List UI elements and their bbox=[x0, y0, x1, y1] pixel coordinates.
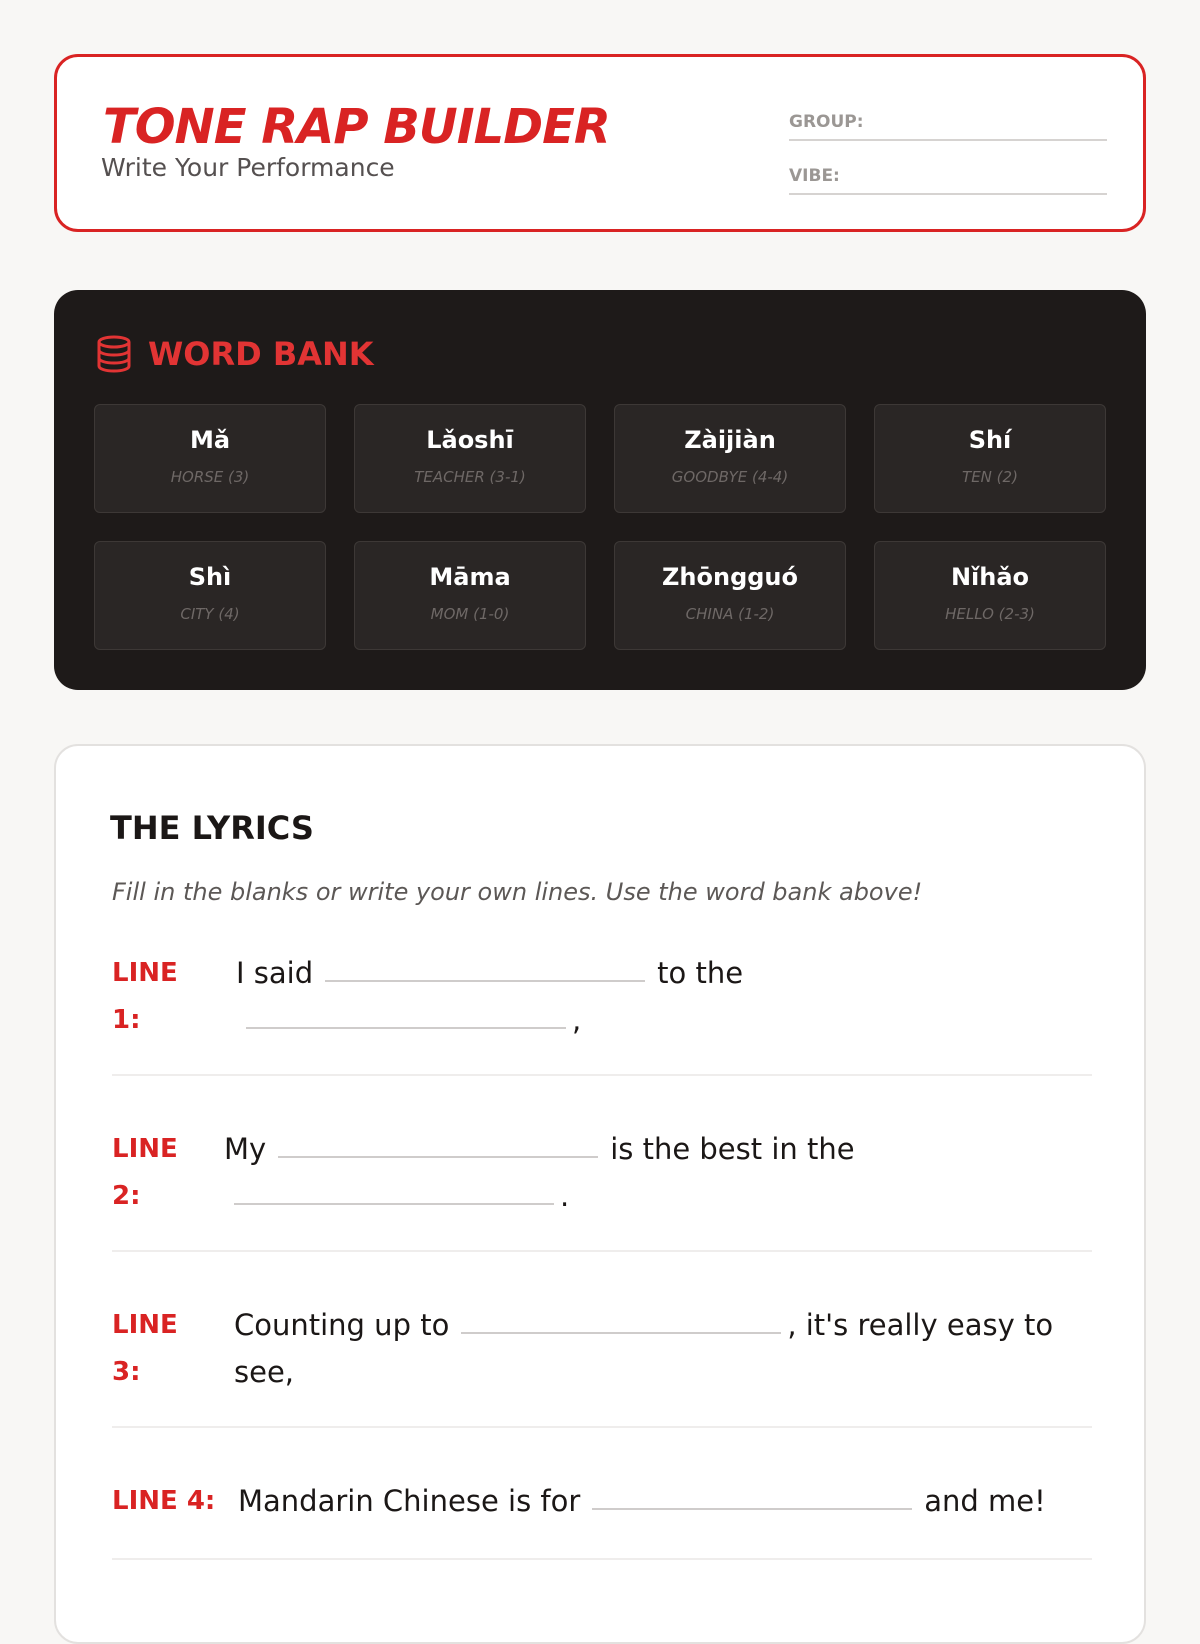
word-card-zaijian[interactable] bbox=[614, 404, 846, 513]
lyric-blank[interactable] bbox=[325, 980, 645, 982]
lyric-line-1 bbox=[112, 950, 1092, 1076]
group-field[interactable] bbox=[789, 109, 1107, 141]
word-card-shi-city[interactable] bbox=[94, 541, 326, 650]
lyrics-instructions: Fill in the blanks or write your own lines. Use the word bank above! bbox=[112, 878, 923, 906]
word-pinyin: Zàijiàn bbox=[684, 426, 776, 454]
line-label-number: 1: bbox=[112, 1005, 141, 1035]
lyric-blank[interactable] bbox=[592, 1508, 912, 1510]
word-meaning: HELLO (2-3) bbox=[945, 605, 1035, 623]
word-pinyin: Lǎoshī bbox=[426, 426, 514, 454]
lyric-text: see, bbox=[234, 1355, 295, 1389]
lyric-text: My bbox=[224, 1132, 267, 1166]
word-bank-panel bbox=[54, 290, 1146, 690]
lyrics-title: THE LYRICS bbox=[110, 809, 314, 847]
lyric-blank[interactable] bbox=[461, 1332, 781, 1334]
word-card-laoshi[interactable] bbox=[354, 404, 586, 513]
lyrics-card bbox=[54, 744, 1146, 1644]
line-text bbox=[224, 1126, 855, 1220]
lyric-text: Mandarin Chinese is for bbox=[238, 1484, 581, 1518]
word-pinyin: Shí bbox=[968, 426, 1012, 454]
lyric-text: and me! bbox=[924, 1484, 1046, 1518]
line-label bbox=[112, 1302, 202, 1396]
word-meaning: CHINA (1-2) bbox=[685, 605, 775, 623]
word-pinyin: Mǎ bbox=[189, 426, 231, 454]
vibe-field[interactable] bbox=[789, 163, 1107, 195]
line-label-number: 3: bbox=[112, 1357, 141, 1387]
header-card bbox=[54, 54, 1146, 232]
lyric-line-4 bbox=[112, 1478, 1092, 1560]
line-label-word: LINE bbox=[112, 1310, 178, 1340]
group-label: GROUP: bbox=[789, 112, 864, 132]
line-label: LINE 4: bbox=[112, 1486, 216, 1516]
lyric-text: , it's really easy to bbox=[787, 1308, 1054, 1342]
line-label-number: 2: bbox=[112, 1181, 141, 1211]
line-label bbox=[112, 1126, 202, 1220]
word-card-ma[interactable] bbox=[94, 404, 326, 513]
word-card-mama[interactable] bbox=[354, 541, 586, 650]
word-card-nihao[interactable] bbox=[874, 541, 1106, 650]
line-label-word: LINE bbox=[112, 958, 178, 988]
word-pinyin: Nǐhǎo bbox=[950, 563, 1030, 591]
lyric-blank[interactable] bbox=[246, 1027, 566, 1029]
line-label bbox=[112, 950, 202, 1044]
app-title: TONE RAP BUILDER bbox=[103, 99, 610, 155]
word-bank-header bbox=[96, 334, 374, 374]
line-label-word: LINE bbox=[112, 1134, 178, 1164]
line-text bbox=[234, 1302, 1053, 1396]
lyric-line-2 bbox=[112, 1126, 1092, 1252]
app-subtitle: Write Your Performance bbox=[101, 153, 395, 182]
word-pinyin: Zhōngguó bbox=[662, 563, 798, 591]
line-text bbox=[236, 950, 743, 1044]
word-card-shi-ten[interactable] bbox=[874, 404, 1106, 513]
vibe-label: VIBE: bbox=[789, 166, 840, 186]
database-icon bbox=[96, 335, 132, 373]
word-meaning: TEN (2) bbox=[962, 468, 1018, 486]
lyric-text: is the best in the bbox=[610, 1132, 855, 1166]
lyric-text: to the bbox=[657, 956, 744, 990]
lyric-text: Counting up to bbox=[234, 1308, 450, 1342]
lyric-text: I said bbox=[236, 956, 314, 990]
word-meaning: MOM (1-0) bbox=[430, 605, 510, 623]
lyric-text: , bbox=[572, 1003, 582, 1037]
lyric-line-3 bbox=[112, 1302, 1092, 1428]
word-grid bbox=[94, 404, 1106, 650]
line-text bbox=[238, 1478, 1046, 1525]
word-meaning: CITY (4) bbox=[180, 605, 240, 623]
word-bank-title: WORD BANK bbox=[148, 335, 374, 373]
word-meaning: TEACHER (3-1) bbox=[414, 468, 526, 486]
word-meaning: GOODBYE (4-4) bbox=[671, 468, 789, 486]
word-meaning: HORSE (3) bbox=[170, 468, 250, 486]
lyric-text: . bbox=[560, 1179, 570, 1213]
lyric-blank[interactable] bbox=[278, 1156, 598, 1158]
lyric-blank[interactable] bbox=[234, 1203, 554, 1205]
word-pinyin: Shì bbox=[188, 563, 232, 591]
word-pinyin: Māma bbox=[429, 563, 511, 591]
word-card-zhongguo[interactable] bbox=[614, 541, 846, 650]
